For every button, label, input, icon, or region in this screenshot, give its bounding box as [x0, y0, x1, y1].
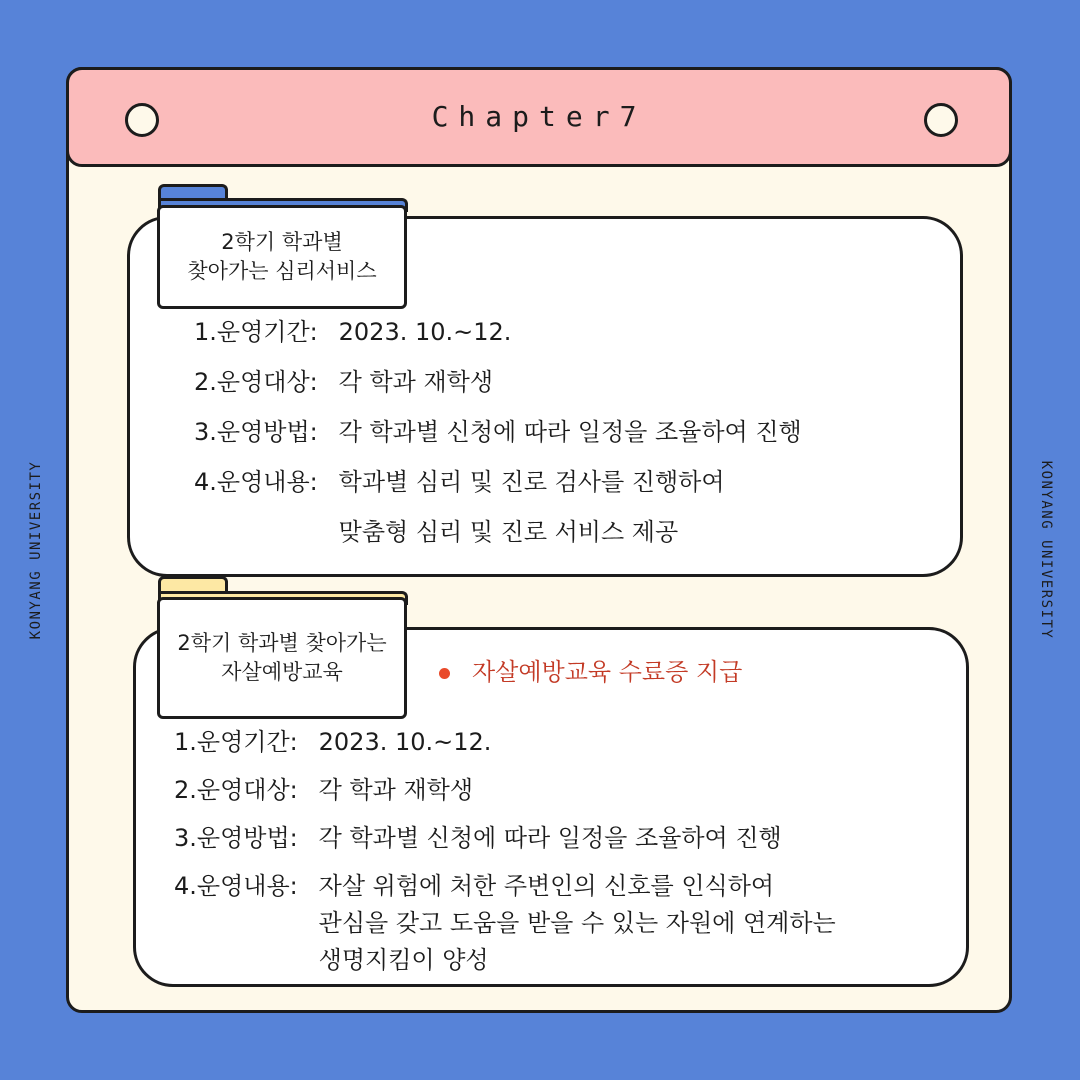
notebook-window — [66, 67, 1012, 1013]
section-title-line: 2학기 학과별 — [221, 229, 343, 254]
certificate-note: 자살예방교육 수료증 지급 — [439, 652, 742, 687]
info-row: 1.운영기간: 2023. 10.~12. — [174, 728, 492, 756]
section-title-line: 2학기 학과별 찾아가는 — [177, 630, 387, 655]
section-label-suicide-prevention — [157, 597, 407, 719]
side-label-right: KONYANG UNIVERSITY — [1038, 460, 1054, 640]
chapter-title: Chapter7 — [431, 100, 647, 133]
info-row: 2.운영대상: 각 학과 재학생 — [174, 776, 474, 804]
section-title-line: 찾아가는 심리서비스 — [187, 259, 377, 283]
side-label-left: KONYANG UNIVERSITY — [28, 460, 44, 640]
window-header — [66, 67, 1012, 167]
info-row: 3.운영방법: 각 학과별 신청에 따라 일정을 조율하여 진행 — [194, 418, 802, 446]
info-row: 1.운영기간: 2023. 10.~12. — [194, 318, 512, 346]
info-row: 4.운영내용: 학과별 심리 및 진로 검사를 진행하여 — [194, 468, 725, 496]
binder-ring-right-icon — [924, 103, 958, 137]
info-row: 생명지킴이 양성 — [318, 946, 489, 974]
section-label-counseling — [157, 205, 407, 309]
info-row: 2.운영대상: 각 학과 재학생 — [194, 368, 494, 396]
info-row: 관심을 갖고 도움을 받을 수 있는 자원에 연계하는 — [318, 909, 836, 937]
section-title-line: 자살예방교육 — [221, 660, 343, 684]
bullet-icon — [439, 668, 450, 679]
info-row: 4.운영내용: 자살 위험에 처한 주변인의 신호를 인식하여 — [174, 872, 775, 900]
info-row: 맞춤형 심리 및 진로 서비스 제공 — [338, 518, 679, 546]
info-row: 3.운영방법: 각 학과별 신청에 따라 일정을 조율하여 진행 — [174, 824, 782, 852]
